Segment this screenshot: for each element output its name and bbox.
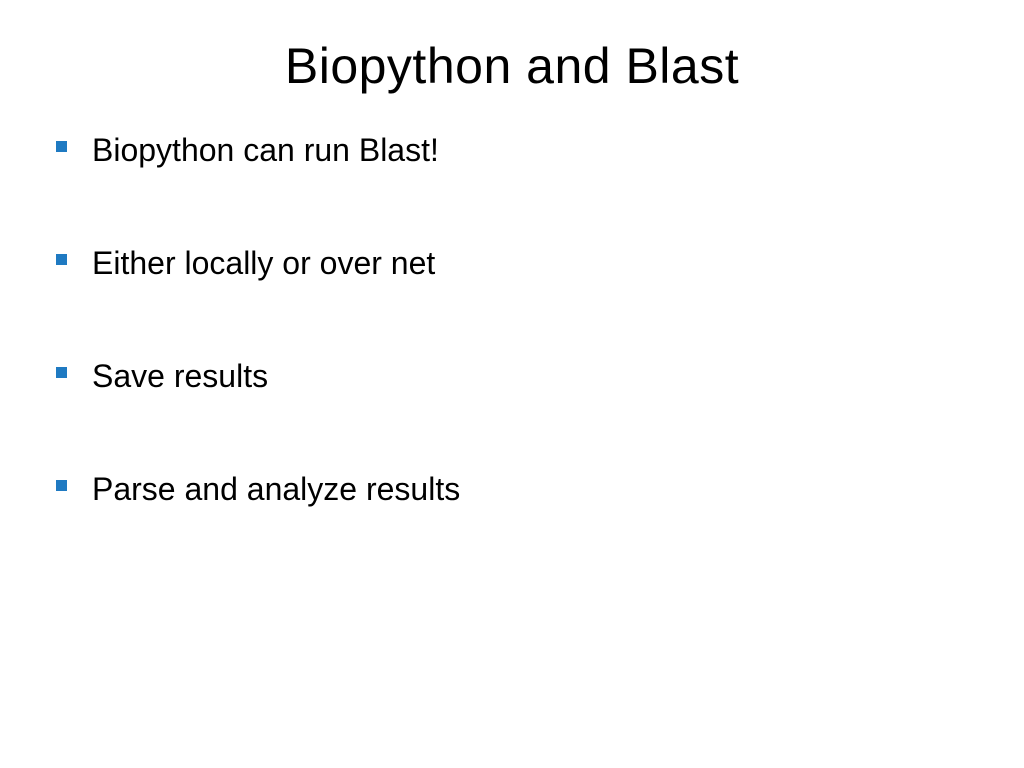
square-bullet-icon <box>56 367 67 378</box>
list-item <box>56 239 956 352</box>
slide-title: Biopython and Blast <box>284 38 740 94</box>
bullet-list <box>56 126 956 578</box>
bullet-text: Biopython can run Blast! <box>92 132 439 168</box>
bullet-text: Parse and analyze results <box>92 471 461 507</box>
list-item <box>56 352 956 465</box>
square-bullet-icon <box>56 254 67 265</box>
square-bullet-icon <box>56 480 67 491</box>
bullet-text: Either locally or over net <box>92 245 436 281</box>
bullet-text: Save results <box>92 358 269 394</box>
square-bullet-icon <box>56 141 67 152</box>
list-item <box>56 465 956 578</box>
list-item <box>56 126 956 239</box>
